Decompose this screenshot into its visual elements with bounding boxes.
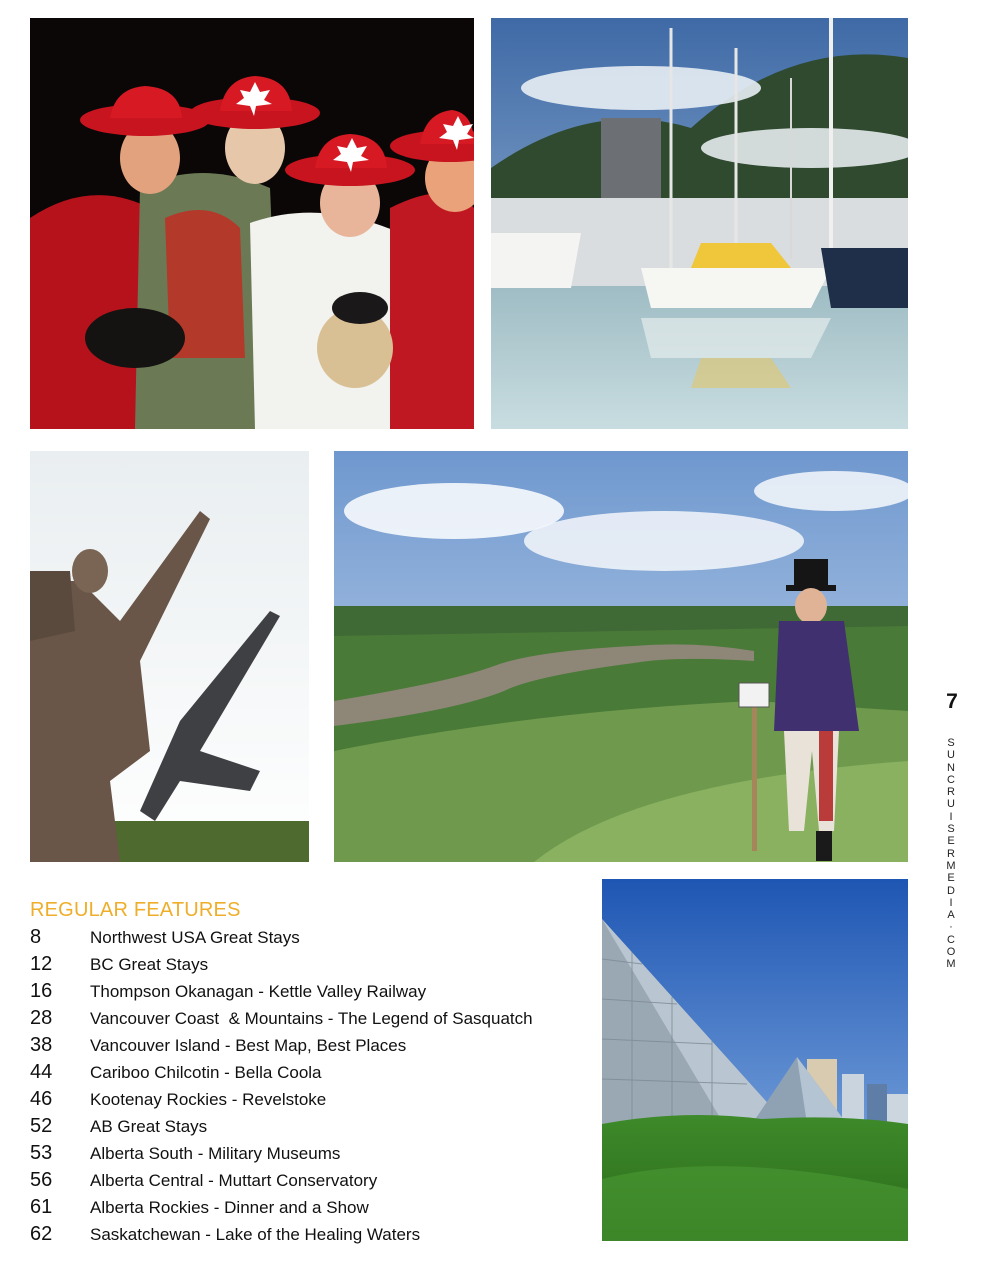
feature-item	[30, 1115, 590, 1142]
site-url-letter: I	[949, 810, 953, 823]
feature-page-number: 56	[30, 1169, 53, 1191]
feature-title: AB Great Stays	[90, 1117, 208, 1136]
photo-harbour-boats	[491, 18, 908, 429]
photo-cowboys-in-red-hats	[30, 18, 474, 429]
site-url-letter: U	[947, 798, 955, 811]
feature-item	[30, 1088, 590, 1115]
feature-page-number: 53	[30, 1142, 53, 1164]
photo-glass-pyramids	[602, 879, 908, 1241]
site-url-letter: O	[946, 946, 956, 959]
feature-page-number: 38	[30, 1034, 53, 1056]
site-url-letter: C	[947, 773, 955, 786]
site-url-letter: M	[946, 859, 956, 872]
feature-title: Kootenay Rockies - Revelstoke	[90, 1090, 327, 1109]
feature-item	[30, 1196, 590, 1223]
feature-title: Vancouver Coast & Mountains - The Legend of Sasquatch	[90, 1009, 533, 1028]
site-url-letter: U	[947, 749, 955, 762]
feature-page-number: 28	[30, 1007, 53, 1029]
site-url-letter: E	[947, 835, 955, 848]
features-list	[30, 926, 590, 1250]
feature-item	[30, 980, 590, 1007]
site-url-letter: C	[947, 933, 955, 946]
feature-title: Alberta South - Military Museums	[90, 1144, 341, 1163]
features-heading: REGULAR FEATURES	[30, 899, 241, 921]
site-url-letter: N	[947, 761, 955, 774]
site-url-letter: R	[947, 847, 955, 860]
site-url-letter: S	[947, 823, 955, 836]
feature-item	[30, 1169, 590, 1196]
page-number: 7	[946, 690, 958, 713]
site-url-letter: E	[947, 872, 955, 885]
site-url-letter: A	[947, 909, 955, 922]
regular-features	[30, 899, 590, 1250]
feature-title: Alberta Central - Muttart Conservatory	[90, 1171, 378, 1190]
feature-item	[30, 1061, 590, 1088]
feature-title: Cariboo Chilcotin - Bella Coola	[90, 1063, 322, 1082]
site-url-letter: ·	[949, 921, 953, 934]
feature-title: Alberta Rockies - Dinner and a Show	[90, 1198, 369, 1217]
feature-title: Vancouver Island - Best Map, Best Places	[90, 1036, 407, 1055]
feature-title: BC Great Stays	[90, 955, 209, 974]
feature-item	[30, 1223, 590, 1250]
feature-page-number: 52	[30, 1115, 53, 1137]
site-url-letter: M	[946, 958, 956, 971]
feature-title: Northwest USA Great Stays	[90, 928, 300, 947]
feature-page-number: 8	[30, 926, 42, 948]
feature-item	[30, 953, 590, 980]
site-url-letter: R	[947, 786, 955, 799]
feature-item	[30, 926, 590, 953]
site-url-letter: I	[949, 896, 953, 909]
photo-soldier-statue-jet	[30, 451, 309, 862]
feature-page-number: 44	[30, 1061, 53, 1083]
feature-title: Saskatchewan - Lake of the Healing Waters	[90, 1225, 421, 1244]
feature-page-number: 16	[30, 980, 53, 1002]
feature-item	[30, 1007, 590, 1034]
feature-page-number: 62	[30, 1223, 53, 1245]
photo-river-valley-top-hat-man	[334, 451, 908, 862]
feature-title: Thompson Okanagan - Kettle Valley Railway	[90, 982, 427, 1001]
site-url-vertical	[942, 737, 960, 971]
feature-item	[30, 1034, 590, 1061]
feature-page-number: 46	[30, 1088, 53, 1110]
site-url-letter: S	[947, 737, 955, 749]
feature-item	[30, 1142, 590, 1169]
site-url-letter: D	[947, 884, 955, 897]
feature-page-number: 12	[30, 953, 53, 975]
feature-page-number: 61	[30, 1196, 53, 1218]
